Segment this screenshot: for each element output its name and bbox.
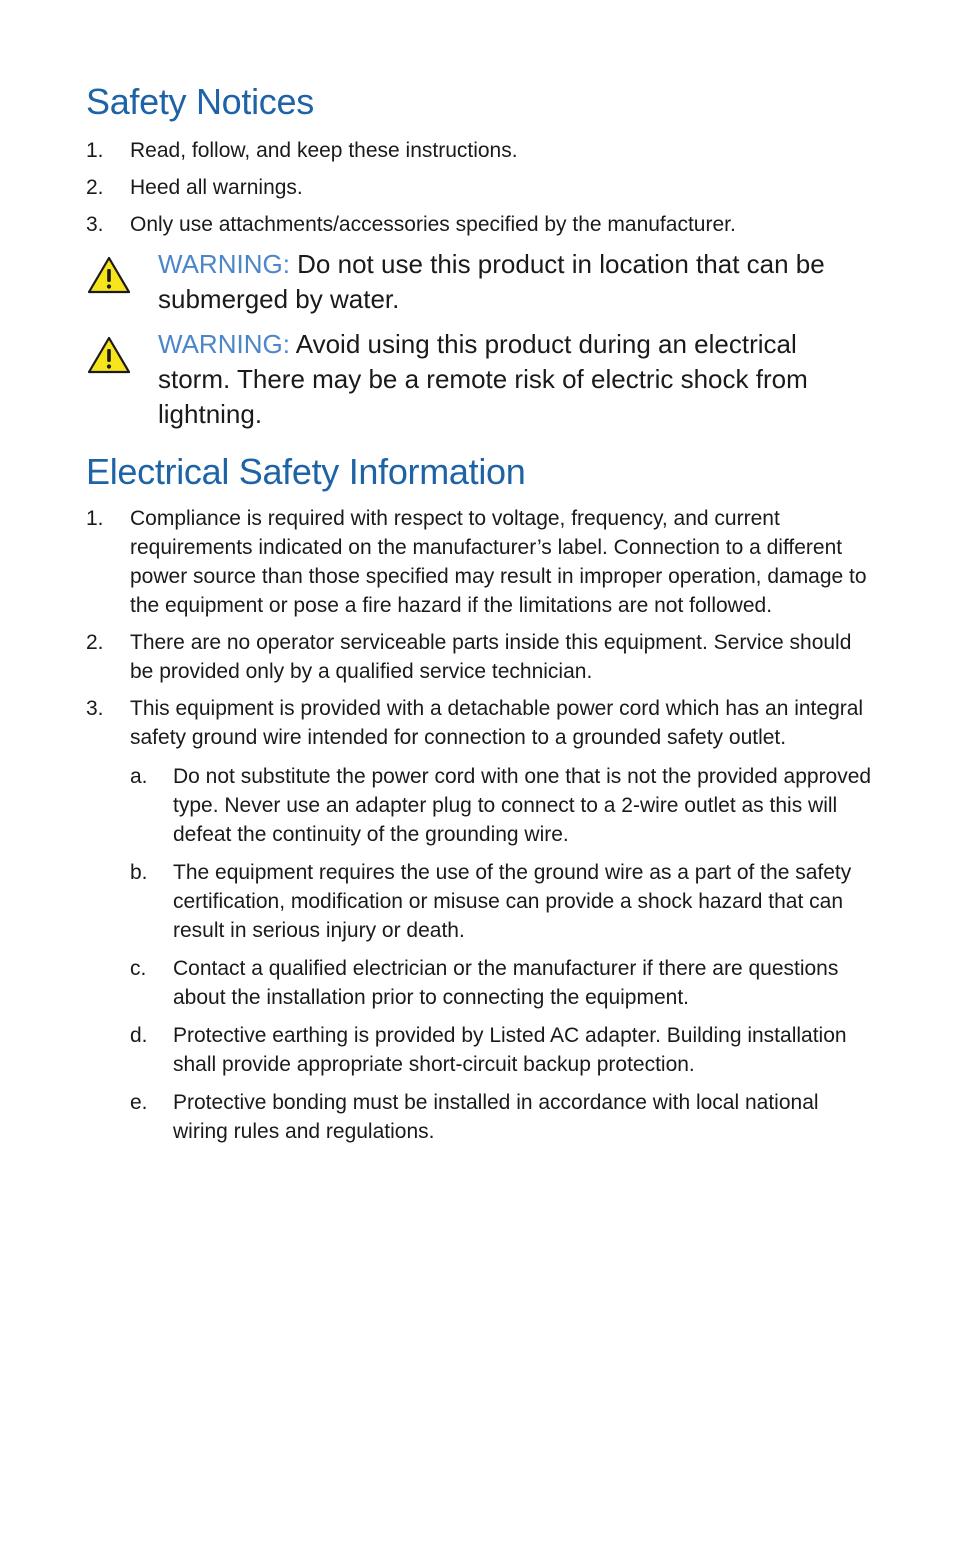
sub-list (130, 762, 876, 1146)
item-text: Do not substitute the power cord with one that is not the provided approved type. Never use an adapter plug to connect to a 2-wire outlet as this will defeat the continuity of the grounding wire. (173, 765, 872, 846)
item-number: 3. (86, 697, 104, 720)
item-text: This equipment is provided with a detachable power cord which has an integral safety ground wire intended for connection to a grounded safety outlet. (130, 697, 864, 749)
warning-water (86, 247, 876, 317)
sub-list-item (130, 762, 876, 849)
warning-label: WARNING: (158, 249, 290, 279)
list-item (86, 173, 876, 202)
warning-storm (86, 327, 876, 432)
item-text: Read, follow, and keep these instructions. (130, 139, 518, 162)
list-item (86, 210, 876, 239)
item-text: There are no operator serviceable parts inside this equipment. Service should be provided only by a qualified service technician. (130, 631, 852, 683)
list-item (86, 504, 876, 620)
electrical-safety-heading: Electrical Safety Information (86, 451, 526, 492)
item-number: 1. (86, 139, 104, 162)
list-item (86, 694, 876, 1146)
item-letter: c. (130, 957, 147, 980)
warning-text: Avoid using this product during an electrical storm. There may be a remote risk of electric shock from lightning. (158, 329, 808, 429)
item-text: Compliance is required with respect to voltage, frequency, and current requirements indicated on the manufacturer’s label. Connection to a different power source than those specified may result in improper operation, damage to the equipment or pose a fire hazard if the limitations are not followed. (130, 507, 867, 617)
item-letter: b. (130, 861, 148, 884)
safety-notices-list (86, 136, 876, 239)
item-letter: a. (130, 765, 148, 788)
item-number: 2. (86, 631, 104, 654)
item-letter: e. (130, 1091, 148, 1114)
item-text: Only use attachments/accessories specified by the manufacturer. (130, 213, 736, 236)
item-text: Protective earthing is provided by Listed AC adapter. Building installation shall provide appropriate short-circuit backup protection. (173, 1024, 847, 1076)
sub-list-item (130, 954, 876, 1012)
warning-triangle-icon (86, 335, 132, 375)
warning-text: Do not use this product in location that can be submerged by water. (158, 249, 825, 314)
item-text: Heed all warnings. (130, 176, 303, 199)
warning-label: WARNING: (158, 329, 290, 359)
item-text: Protective bonding must be installed in accordance with local national wiring rules and regulations. (173, 1091, 819, 1143)
item-text: The equipment requires the use of the ground wire as a part of the safety certification, modification or misuse can provide a shock hazard that can result in serious injury or death. (173, 861, 852, 942)
sub-list-item (130, 1021, 876, 1079)
item-text: Contact a qualified electrician or the manufacturer if there are questions about the installation prior to connecting the equipment. (173, 957, 839, 1009)
sub-list-item (130, 1088, 876, 1146)
item-letter: d. (130, 1024, 148, 1047)
list-item (86, 628, 876, 686)
safety-notices-heading: Safety Notices (86, 81, 314, 122)
item-number: 3. (86, 213, 104, 236)
warning-triangle-icon (86, 255, 132, 295)
sub-list-item (130, 858, 876, 945)
item-number: 2. (86, 176, 104, 199)
item-number: 1. (86, 507, 104, 530)
list-item (86, 136, 876, 165)
document-page (86, 80, 876, 1155)
electrical-safety-list (86, 504, 876, 1146)
